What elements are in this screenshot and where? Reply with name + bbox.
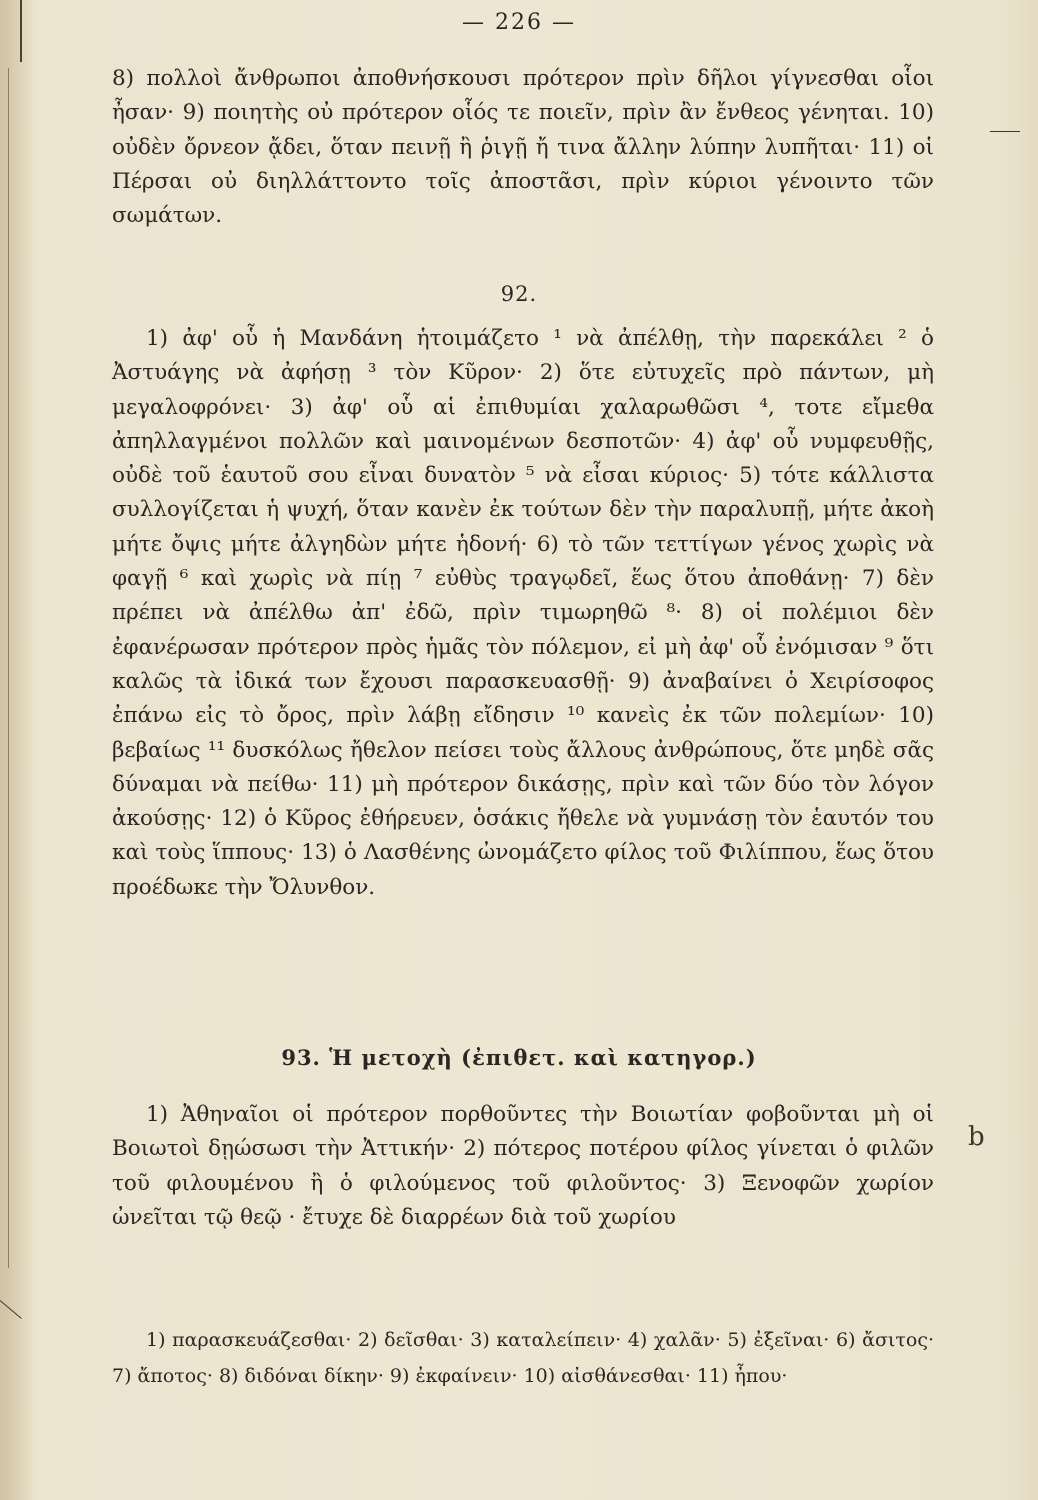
section-93-text: 1) Ἀθηναῖοι οἱ πρότερον πορθοῦντες τὴν Βοιωτίαν φοβοῦνται μὴ οἱ Βοιωτοὶ δῃώσωσι τὴν Ἀττικήν· 2) πότερος ποτέρου φίλος γίνεται ὁ φιλῶν τοῦ φιλουμένου ἢ ὁ φιλούμενος τοῦ φιλοῦντος· 3) Ξενοφῶν χωρίον ὠνεῖται τῷ θεῷ · ἔτυχε δὲ διαρρέων διὰ τοῦ χωρίου [112,1102,934,1230]
continuation-paragraph [112,62,934,272]
continuation-text: 8) πολλοὶ ἄνθρωποι ἀποθνήσκουσι πρότερον πρὶν δῆλοι γίγνεσθαι οἷοι ἦσαν· 9) ποιητὴς οὐ πρότερον οἷός τε ποιεῖν, πρὶν ἂν ἔνθεος γένηται. 10) οὐδὲν ὄρνεον ᾄδει, ὅταν πεινῇ ἢ ῥιγῇ ἤ τινα ἄλλην λύπην λυπῆται· 11) οἱ Πέρσαι οὐ διηλλάττοντο τοῖς ἀποστᾶσι, πρὶν κύριοι γένοιντο τῶν σωμάτων. [112,66,934,229]
section-92-paragraph [112,322,934,905]
section-92-heading: 92. [500,282,538,306]
section-93-heading: 93. Ἡ μετοχὴ (ἐπιθετ. καὶ κατηγορ.) [281,1045,757,1070]
margin-dash-right [990,131,1020,132]
footnote-rule [112,1305,934,1306]
margin-note: b [968,1122,985,1152]
binding-edge [0,0,34,1500]
spine-shadow-line [8,68,9,1268]
footnotes [112,1322,934,1394]
section-93-paragraph [112,1098,934,1235]
footnotes-text: 1) παρασκευάζεσθαι· 2) δεῖσθαι· 3) καταλείπειν· 4) χαλᾶν· 5) ἐξεῖναι· 6) ἄσιτος· 7) ἄποτος· 8) διδόναι δίκην· 9) ἐκφαίνειν· 10) αἰσθάνεσθαι· 11) ἦπου· [112,1329,934,1387]
page-number: — 226 — [462,10,576,35]
section-92-text: 1) ἀφ' οὗ ἡ Μανδάνη ἡτοιμάζετο ¹ νὰ ἀπέλθῃ, τὴν παρεκάλει ² ὁ Ἀστυάγης νὰ ἀφήσῃ ³ τὸν Κῦρον· 2) ὅτε εὐτυχεῖς πρὸ πάντων, μὴ μεγαλοφρόνει· 3) ἀφ' οὗ αἱ ἐπιθυμίαι χαλαρωθῶσι ⁴, τοτε εἴμεθα ἀπηλλαγμένοι πολλῶν καὶ μαινομένων δεσποτῶν· 4) ἀφ' οὗ νυμφευθῇς, οὐδὲ τοῦ ἑαυτοῦ σου εἶναι δυνατὸν ⁵ νὰ εἶσαι κύριος· 5) τότε κάλλιστα συλλογίζεται ἡ ψυχή, ὅταν κανὲν ἐκ τούτων δὲν τὴν παραλυπῇ, μήτε ἀκοὴ μήτε ὄψις μήτε ἀλγηδὼν μήτε ἡδονή· 6) τὸ τῶν τεττίγων γένος χωρὶς νὰ φαγῇ ⁶ καὶ χωρὶς νὰ πίῃ ⁷ εὐθὺς τραγῳδεῖ, ἕως ὅτου ἀποθάνῃ· 7) δὲν πρέπει νὰ ἀπέλθω ἀπ' ἐδῶ, πρὶν τιμωρηθῶ ⁸· 8) οἱ πολέμιοι δὲν ἐφανέρωσαν πρότερον πρὸς ἡμᾶς τὸν πόλεμον, εἰ μὴ ἀφ' οὗ ἐνόμισαν ⁹ ὅτι καλῶς τὰ ἰδικά των ἔχουσι παρασκευασθῇ· 9) ἀναβαίνει ὁ Χειρίσοφος ἐπάνω εἰς τὸ ὄρος, πρὶν λάβῃ εἴδησιν ¹⁰ κανεὶς ἐκ τῶν πολεμίων· 10) βεβαίως ¹¹ δυσκόλως ἤθελον πείσει τοὺς ἄλλους ἀνθρώπους, ὅτε μηδὲ σᾶς δύναμαι νὰ πείθω· 11) μὴ πρότερον δικάσῃς, πρὶν καὶ τῶν δύο τὸν λόγον ἀκούσῃς· 12) ὁ Κῦρος ἐθήρευεν, ὁσάκις ἤθελε νὰ γυμνάσῃ τὸν ἑαυτόν του καὶ τοὺς ἵππους· 13) ὁ Λασθένης ὠνομάζετο φίλος τοῦ Φιλίππου, ἕως ὅτου προέδωκε τὴν Ὄλυνθον. [112,326,934,900]
